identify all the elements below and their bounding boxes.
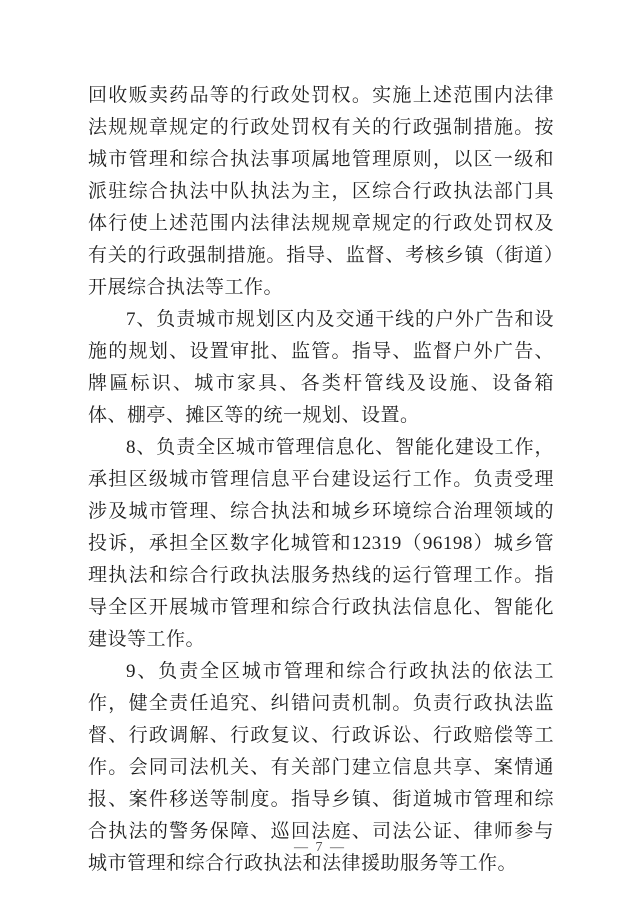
- document-body: [88, 80, 554, 880]
- paragraph-continuation: 回收贩卖药品等的行政处罚权。实施上述范围内法律法规规章规定的行政处罚权有关的行政强制措施。按城市管理和综合执法事项属地管理原则，以区一级和派驻综合执法中队执法为主，区综合行政执法部门具体行使上述范围内法律法规规章规定的行政处罚权及有关的行政强制措施。指导、监督、考核乡镇（街道）开展综合执法等工作。: [88, 85, 554, 298]
- paragraph-item-8: 8、负责全区城市管理信息化、智能化建设工作，承担区级城市管理信息平台建设运行工作。负责受理涉及城市管理、综合执法和城乡环境综合治理领域的投诉，承担全区数字化城管和12319（96198）城乡管理执法和综合行政执法服务热线的运行管理工作。指导全区开展城市管理和综合行政执法信息化、智能化建设等工作。: [88, 437, 554, 650]
- paragraph-item-9: 9、负责全区城市管理和综合行政执法的依法工作，健全责任追究、纠错问责机制。负责行政执法监督、行政调解、行政复议、行政诉讼、行政赔偿等工作。会同司法机关、有关部门建立信息共享、案情通报、案件移送等制度。指导乡镇、街道城市管理和综合执法的警务保障、巡回法庭、司法公证、律师参与城市管理和综合行政执法和法律援助服务等工作。: [88, 661, 554, 874]
- page-number: — 7 —: [294, 840, 346, 855]
- paragraph-item-7: 7、负责城市规划区内及交通干线的户外广告和设施的规划、设置审批、监管。指导、监督户外广告、牌匾标识、城市家具、各类杆管线及设施、设备箱体、棚亭、摊区等的统一规划、设置。: [88, 309, 554, 426]
